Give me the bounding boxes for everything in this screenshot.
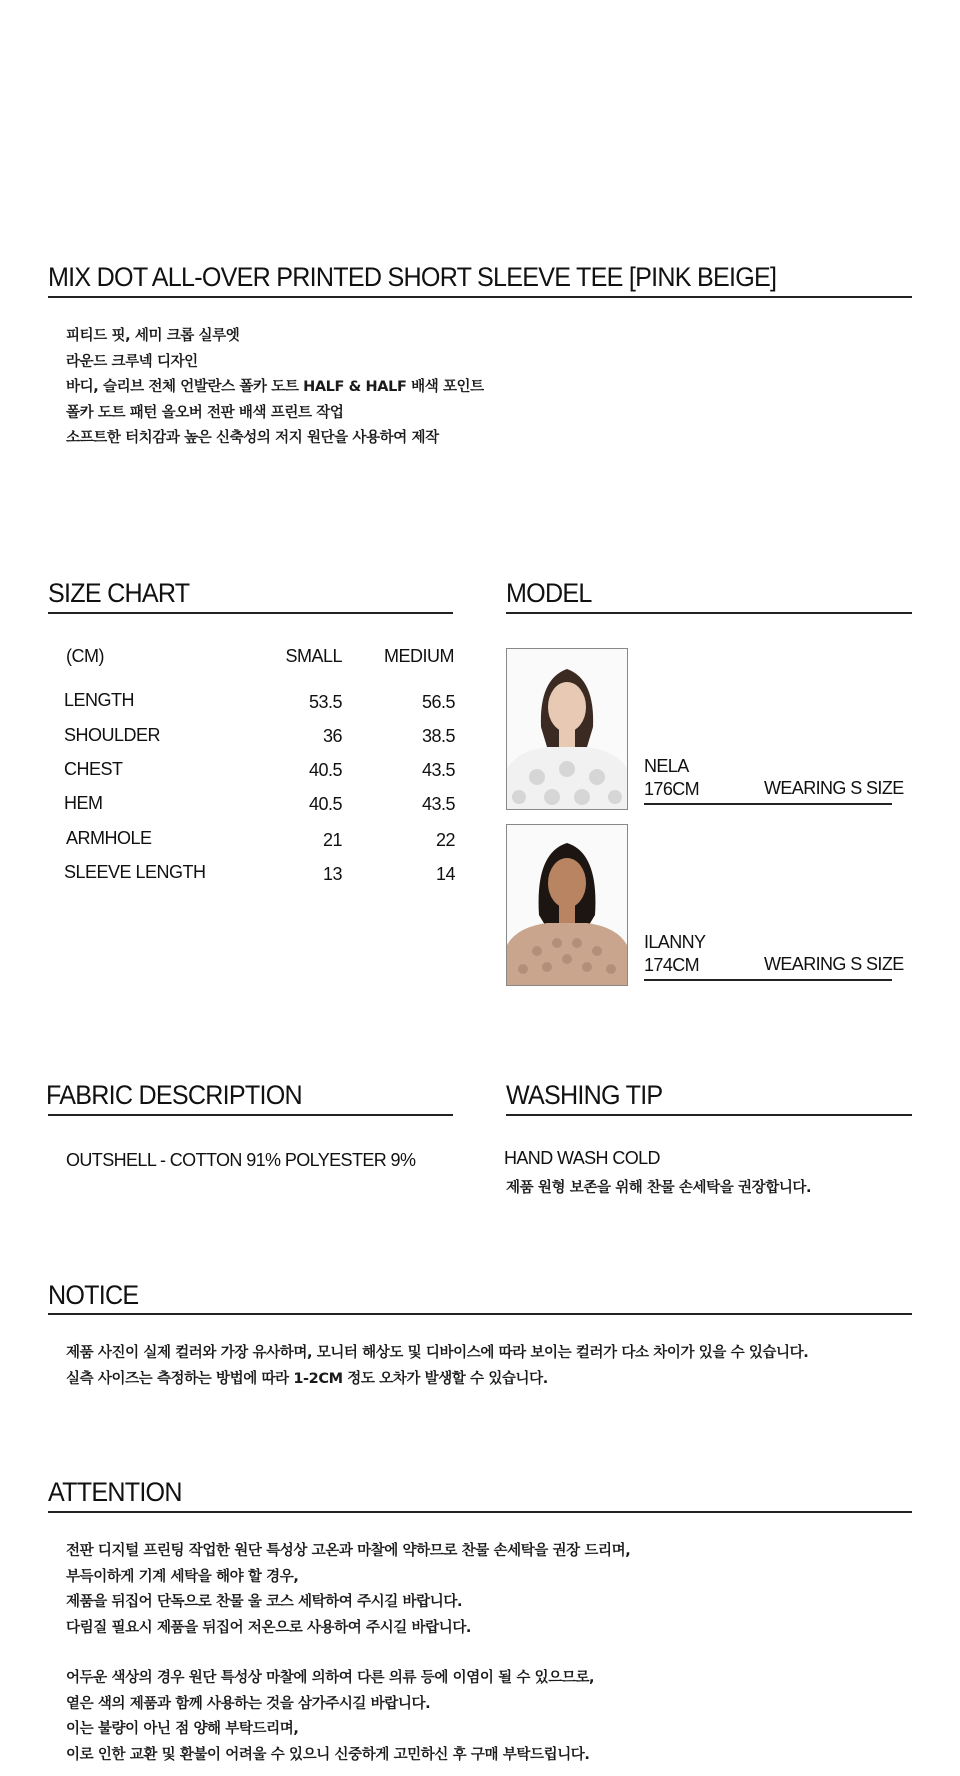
attention-line: 이로 인한 교환 및 환불이 어려울 수 있으니 신중하게 고민하신 후 구매 부탁드립니다. <box>66 1746 590 1763</box>
size-cell-medium: 22 <box>435 830 455 850</box>
attention-line: 옅은 색의 제품과 함께 사용하는 것을 삼가주시길 바랍니다. <box>66 1695 431 1712</box>
size-chart-heading: SIZE CHART <box>48 578 190 608</box>
attention-line: 제품을 뒤집어 단독으로 찬물 울 코스 세탁하여 주시길 바랍니다. <box>66 1594 463 1610</box>
notice-divider <box>48 1313 912 1315</box>
size-row-label: SHOULDER <box>64 725 161 745</box>
notice-line: 실측 사이즈는 측정하는 방법에 따라 1-2CM 정도 오차가 발생할 수 있습니다. <box>66 1370 548 1387</box>
model-wearing: WEARING S SIZE <box>764 954 904 974</box>
size-cell-small: 21 <box>322 830 342 850</box>
size-cell-medium: 43.5 <box>421 794 455 814</box>
model-info-divider <box>644 803 892 805</box>
size-cell-small: 53.5 <box>308 692 342 712</box>
attention-line: 이는 불량이 아닌 점 양해 부탁드리며, <box>66 1721 299 1737</box>
size-row-label: HEM <box>64 793 103 813</box>
model-divider <box>506 612 912 614</box>
fabric-composition: OUTSHELL - COTTON 91% POLYESTER 9% <box>66 1150 416 1170</box>
model-height: 176CM <box>644 779 700 799</box>
attention-line: 다림질 필요시 제품을 뒤집어 저온으로 사용하여 주시길 바랍니다. <box>66 1619 472 1636</box>
size-row-label: CHEST <box>64 759 123 779</box>
model-photo-ilanny <box>506 824 628 986</box>
notice-heading: NOTICE <box>48 1280 139 1310</box>
product-details <box>66 324 484 452</box>
detail-line: 폴카 도트 패턴 올오버 전판 배색 프린트 작업 <box>66 404 344 421</box>
washing-divider <box>506 1114 912 1116</box>
attention-line: 전판 디지털 프린팅 작업한 원단 특성상 고온과 마찰에 약하므로 찬물 손세탁을 권장 드리며, <box>66 1543 631 1559</box>
fabric-heading: FABRIC DESCRIPTION <box>46 1080 302 1110</box>
size-col-medium: MEDIUM <box>384 646 454 666</box>
size-cell-small: 13 <box>322 864 342 884</box>
size-cell-medium: 38.5 <box>421 726 455 746</box>
washing-heading: WASHING TIP <box>506 1080 663 1110</box>
notice-text <box>66 1341 808 1392</box>
model-name: ILANNY <box>644 932 706 952</box>
fabric-divider <box>48 1114 453 1116</box>
size-row-label: SLEEVE LENGTH <box>64 862 206 882</box>
model-height: 174CM <box>644 955 700 975</box>
size-cell-medium: 14 <box>435 864 455 884</box>
detail-line: 피티드 핏, 세미 크롭 실루엣 <box>66 328 240 344</box>
size-unit: (CM) <box>66 646 104 666</box>
size-cell-small: 40.5 <box>308 794 342 814</box>
model-photo-nela-image <box>507 649 627 809</box>
size-cell-medium: 56.5 <box>421 692 455 712</box>
size-row-label: LENGTH <box>64 690 135 710</box>
attention-text-group-1 <box>66 1539 630 1641</box>
attention-divider <box>48 1511 912 1513</box>
attention-heading: ATTENTION <box>48 1477 182 1507</box>
attention-text-group-2 <box>66 1666 594 1768</box>
size-cell-medium: 43.5 <box>421 760 455 780</box>
model-photo-nela <box>506 648 628 810</box>
washing-instruction: HAND WASH COLD <box>504 1148 660 1168</box>
washing-note: 제품 원형 보존을 위해 찬물 손세탁을 권장합니다. <box>506 1180 812 1196</box>
title-divider <box>48 296 912 298</box>
model-wearing: WEARING S SIZE <box>764 778 904 798</box>
detail-line: 바디, 슬리브 전체 언발란스 폴카 도트 HALF & HALF 배색 포인트 <box>66 379 484 395</box>
model-heading: MODEL <box>506 578 592 608</box>
size-row-label: ARMHOLE <box>66 828 152 848</box>
size-chart-divider <box>48 612 453 614</box>
product-title: MIX DOT ALL-OVER PRINTED SHORT SLEEVE TEE [PINK BEIGE] <box>48 262 777 292</box>
attention-line: 부득이하게 기계 세탁을 해야 할 경우, <box>66 1568 299 1585</box>
size-col-small: SMALL <box>285 646 342 666</box>
size-cell-small: 36 <box>322 726 342 746</box>
model-name: NELA <box>644 756 689 776</box>
notice-line: 제품 사진이 실제 컬러와 가장 유사하며, 모니터 해상도 및 디바이스에 따라 보이는 컬러가 다소 차이가 있을 수 있습니다. <box>66 1345 809 1361</box>
size-cell-small: 40.5 <box>308 760 342 780</box>
model-info-divider <box>644 979 892 981</box>
detail-line: 소프트한 터치감과 높은 신축성의 저지 원단을 사용하여 제작 <box>66 430 439 446</box>
attention-line: 어두운 색상의 경우 원단 특성상 마찰에 의하여 다른 의류 등에 이염이 될 수 있으므로, <box>66 1670 595 1686</box>
detail-line: 라운드 크루넥 디자인 <box>66 353 198 370</box>
model-photo-ilanny-image <box>507 825 627 985</box>
